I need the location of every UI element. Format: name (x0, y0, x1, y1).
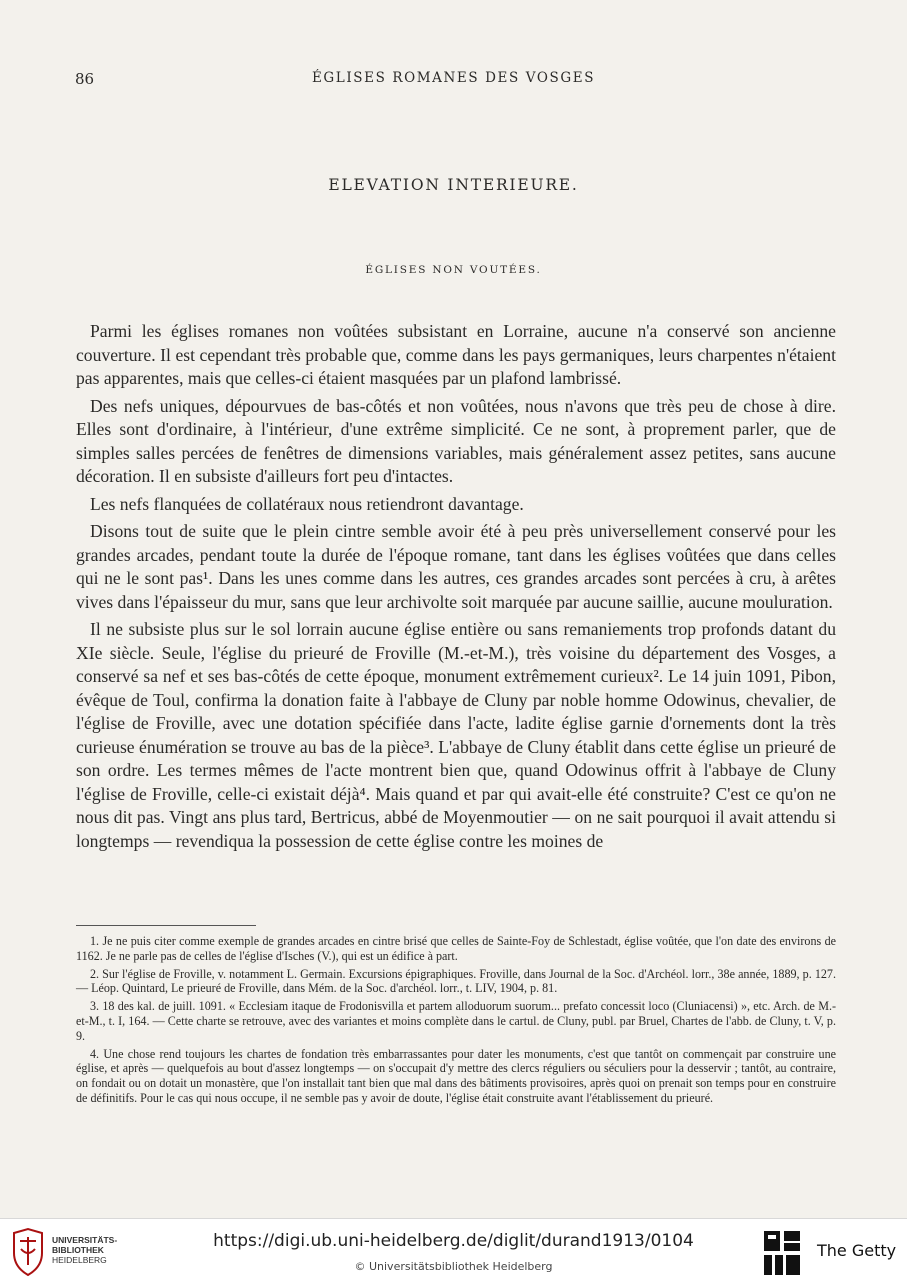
footnote: 4. Une chose rend toujours les chartes de fondation très embarrassantes pour dater les monuments, c'est que tantôt on commençait par construire une église, et après — quelquefois au bout d'assez longtemps — on s'occupait d'y mettre des clercs réguliers ou séculiers pour la desservir ; tantôt, au contraire, on fondait ou on dotait un monastère, que l'on installait tant bien que mal dans des bâtiments provisoires, après quoi on prenait son temps pour en construire de définitifs. Pour le cas qui nous occupe, il ne semble pas y avoir de doute, l'église était construite avant l'établissement du prieuré. (76, 1046, 836, 1105)
partner-name: The Getty (817, 1241, 897, 1260)
page-number: 86 (75, 70, 95, 88)
paragraph: Parmi les églises romanes non voûtées subsistant en Lorraine, aucune n'a conservé son ancienne couverture. Il est cependant très probable que, comme dans les pays germaniques, leurs charpentes n'étaient pas apparentes, mais que celles-ci étaient masquées par un plafond lambrissé. (76, 321, 836, 388)
footer-bar (0, 1218, 907, 1285)
copyright-notice: © Universitätsbibliothek Heidelberg (354, 1260, 553, 1273)
paragraph: Des nefs uniques, dépourvues de bas-côtés et non voûtées, nous n'avons que très peu de chose à dire. Elles sont d'ordinaire, à l'intérieur, d'une extrême simplicité. Ce ne sont, à proprement parler, que de simples salles percées de fenêtres de dimensions variables, mais généralement assez petites, sans aucune décoration. Il en subsiste d'ailleurs fort peu d'intactes. (76, 395, 836, 486)
footnote-divider (76, 925, 256, 926)
permalink-url[interactable]: https://digi.ub.uni-heidelberg.de/diglit/durand1913/0104 (213, 1231, 694, 1251)
paragraph: Il ne subsiste plus sur le sol lorrain aucune église entière ou sans remaniements trop profonds datant du XIe siècle. Seule, l'église du prieuré de Froville (M.-et-M.), très voisine du département des Vosges, a conservé sa nef et ses bas-côtés de cette époque, monument extrêmement curieux². Le 14 juin 1091, Pibon, évêque de Toul, confirma la donation faite à l'abbaye de Cluny par noble homme Odowinus, chevalier, de l'église de Froville, avec une dotation spécifiée dans l'acte, ladite église garnie d'ornements dont la très curieuse énumération se trouve au bas de la pièce³. L'abbaye de Cluny établit dans cette église un prieuré de son ordre. Les termes mêmes de l'acte montrent bien que, quand Odowinus offrit à l'abbaye de Cluny l'église de Froville, celle-ci existait déjà⁴. Mais quand et par qui avait-elle été construite? C'est ce qu'on ne nous dit pas. Vingt ans plus tard, Bertricus, abbé de Moyenmoutier — on ne sait pourquoi il avait attendu si longtemps — revendiqua la possession de cette église contre les moines de (76, 619, 836, 851)
paragraph: Les nefs flanquées de collatéraux nous retiendront davantage. (90, 493, 524, 514)
body-text (76, 320, 836, 857)
section-title: ELEVATION INTERIEURE. (328, 176, 579, 194)
paragraph: Disons tout de suite que le plein cintre semble avoir été à peu près universellement conservé pour les grandes arcades, pendant toute la durée de l'époque romane, tant dans les églises voûtées que dans celles qui ne le sont pas¹. Dans les unes comme dans les autres, ces grandes arcades sont percées à cru, à arêtes vives dans l'épaisseur du mur, sans que leur archivolte soit marquée par aucune saillie, aucune mouluration. (76, 521, 836, 612)
subsection-title: ÉGLISES NON VOUTÉES. (365, 264, 542, 276)
library-name: UNIVERSITÄTS- BIBLIOTHEK HEIDELBERG (52, 1235, 118, 1265)
footnote: 2. Sur l'église de Froville, v. notamment L. Germain. Excursions épigraphiques. Froville, dans Journal de la Soc. d'Archéol. lorr., 38e année, 1889, p. 127. — Léop. Quintard, Le prieuré de Froville, dans Mém. de la Soc. d'archéol. lorr., t. LIV, 1904, p. 81. (76, 966, 836, 996)
footnote: 1. Je ne puis citer comme exemple de grandes arcades en cintre brisé que celles de Sainte-Foy de Schlestadt, église voûtée, que l'on date des environs de 1162. Je ne parle pas de celles de l'église d'Isches (V.), qui est un édifice à part. (76, 934, 836, 963)
page-header (75, 70, 832, 92)
footnote: 3. 18 des kal. de juill. 1091. « Ecclesiam itaque de Frodonisvilla et partem alloduorum suorum... prefato concessit loco (Cluniacensi) », etc. Arch. de M.-et-M., t. I, 164. — Cette charte se retrouve, avec des variantes et moins complète dans le cartul. de Cluny, publ. par Bruel, Chartes de l'abb. de Cluny, t. V, p. 9. (76, 999, 836, 1043)
running-title: ÉGLISES ROMANES DES VOSGES (311, 70, 596, 86)
footnotes (76, 934, 836, 1109)
getty-logo-icon (762, 1229, 802, 1277)
